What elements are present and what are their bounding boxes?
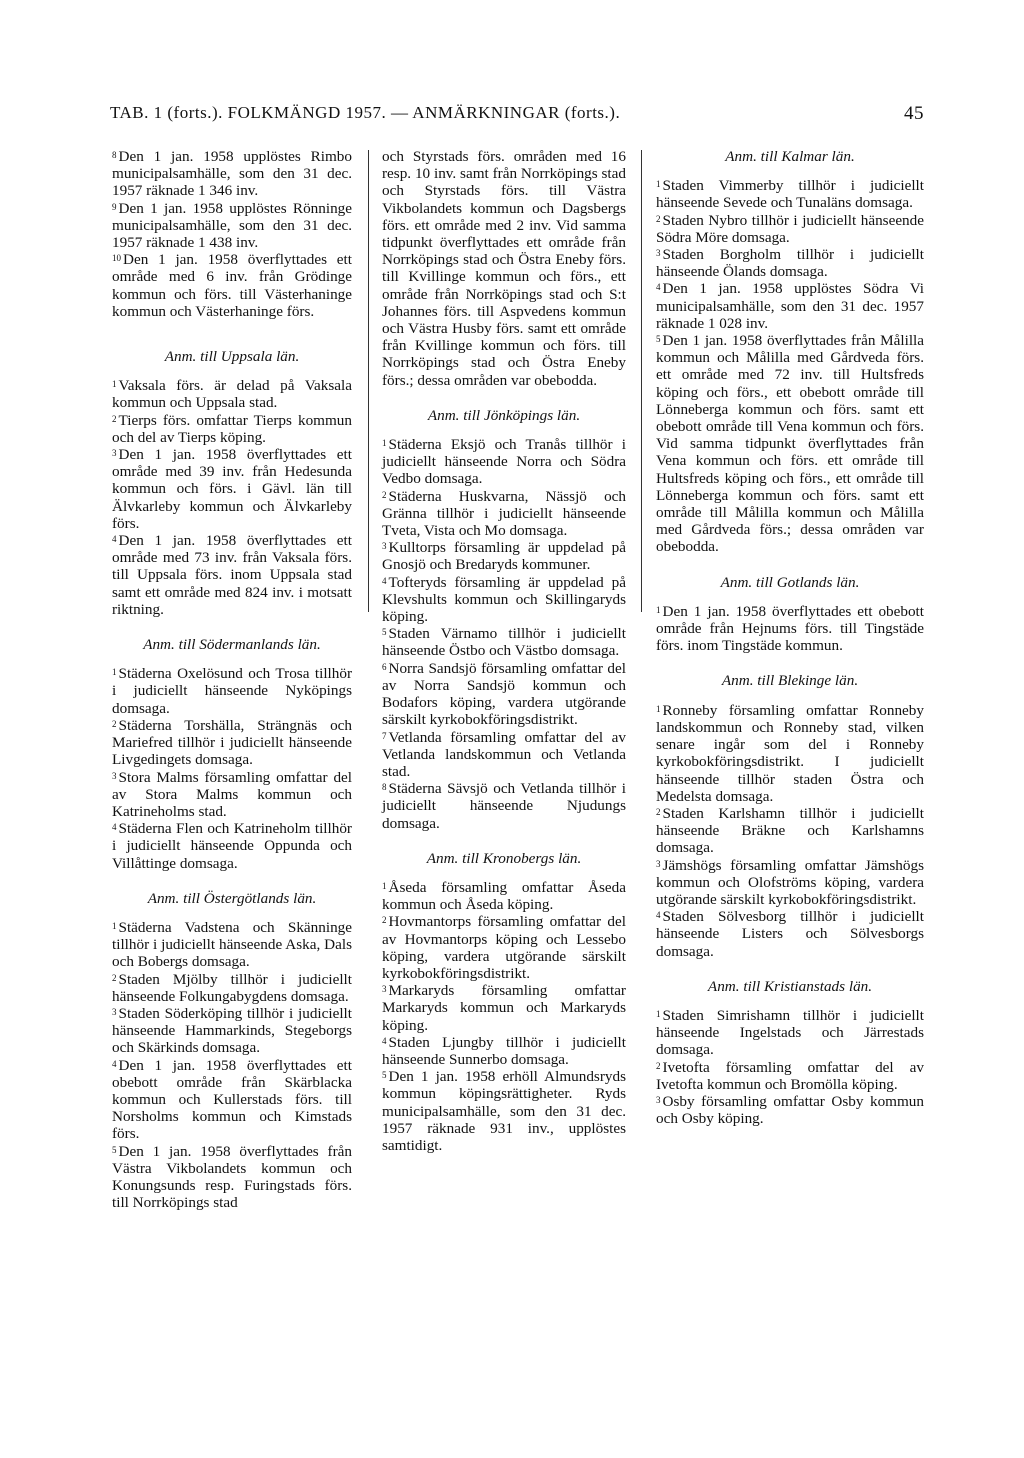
footnote-number: 4 [112,534,117,545]
section-heading-kristianstad: Anm. till Kristianstads län. [707,977,873,995]
footnote [382,660,626,729]
footnote-text: Den 1 jan. 1958 överflyttades ett område med 73 inv. från Vaksala förs. till Uppsala förs. inom Uppsala stad samt ett område med 824 inv. i motsatt riktning. [112,532,352,618]
footnote [382,625,626,659]
footnote-number: 3 [656,858,661,869]
note-group [656,603,924,655]
footnote-text: Markaryds församling omfattar Markaryds kommun och Markaryds köping. [382,982,626,1034]
footnote [112,1143,352,1212]
footnote-text: Den 1 jan. 1958 överflyttades från Målilla kommun och Målilla med Gårdveda förs. ett område med 72 inv. till Hultsfreds köping och förs., ett obebott område till Lönneberga kommun och förs. samt ett obebott område till Vena kommun och förs. Vid samma tidpunkt överflyttades från Vena kommun och förs. ett område till Hultsfreds köping och förs., ett område till Lönneberga kommun och förs. samt ett område till Målilla kommun och Målilla med Gårdveda förs.; dessa områden var obebodda. [656,332,924,556]
footnote-number: 3 [382,541,387,552]
footnote-number: 1 [656,604,661,615]
footnote [112,446,352,532]
footnote-text: Kulltorps församling är uppdelad på Gnosjö och Bredaryds kommuner. [382,539,626,574]
footnote-text: Hovmantorps församling omfattar del av Hovmantorps köping och Lessebo köping, vardera utgörande särskilt kyrkobokföringsdistrikt. [382,913,626,982]
footnote-number: 3 [382,984,387,995]
footnote [382,982,626,1034]
footnote-text: Den 1 jan. 1958 upplöstes Södra Vi municipalsamhälle, som den 31 dec. 1957 räknade 1 028 inv. [656,280,924,332]
footnote-text: Åseda församling omfattar Åseda kommun och Åseda köping. [382,878,626,914]
note-group [382,436,626,832]
footnote-text: Norra Sandsjö församling omfattar del av Norra Sandsjö kommun och Bodafors köping, vardera utgörande särskilt kyrkobokföringsdistrikt. [382,659,626,729]
footnote [382,879,626,913]
continuation-paragraph: och Styrstads förs. områden med 16 resp. 10 inv. samt från Norrköpings stad och Styrstads förs. till Västra Vikbolandets kommun och Dagsbergs förs. ett område med 2 inv. Vid samma tidpunkt överflyttades ett område från Norrköpings stad och Östra Eneby förs. till Kvillinge kommun och förs., ett område från Norrköpings stad och S:t Johannes förs. till Aspvedens kommun och Västra Husby förs. samt ett område från Kvillinge kommun och förs. till Norrköpings stad och Östra Eneby förs.; dessa områden var obebodda. [382,148,626,389]
footnote-number: 4 [656,282,661,293]
footnote [656,1093,924,1127]
footnote-number: 1 [656,1008,661,1019]
note-group [112,377,352,618]
footnote-number: 1 [382,438,387,449]
footnote [382,1068,626,1154]
section-heading-ostergotland: Anm. till Östergötlands län. [147,889,317,907]
footnote [656,857,924,909]
footnote-number: 5 [382,627,387,638]
footnote-number: 3 [112,770,117,781]
footnote [382,436,626,488]
footnote-number: 2 [656,213,661,224]
footnote-number: 3 [112,1006,117,1017]
footnote-number: 9 [112,201,117,212]
footnote [656,908,924,960]
footnote-number: 2 [656,1060,661,1071]
section-heading-sodermanland: Anm. till Södermanlands län. [143,636,321,654]
column-divider [368,150,369,612]
note-group [656,702,924,960]
section-heading-gotland: Anm. till Gotlands län. [720,573,860,591]
footnote [112,412,352,446]
footnote-text: Staden Borgholm tillhör i judiciellt hänseende Ölands domsaga. [656,246,924,281]
footnote-number: 1 [112,667,117,678]
footnote-number: 1 [656,179,661,190]
footnote-number: 4 [382,1035,387,1046]
footnote-text: Den 1 jan. 1958 överflyttades ett obebott område från Hejnums förs. till Tingstäde förs. inom Tingstäde kommun. [656,602,924,655]
footnote-text: Osby församling omfattar Osby kommun och Osby köping. [656,1092,924,1128]
footnote-text: Ivetofta församling omfattar del av Ivetofta kommun och Bromölla köping. [656,1058,924,1093]
footnote-number: 4 [112,1058,117,1069]
note-group [382,879,626,1154]
footnote-number: 7 [382,730,387,741]
footnote-number: 3 [112,448,117,459]
footnote [112,919,352,971]
footnote-number: 8 [382,782,387,793]
footnote [382,729,626,781]
footnote-text: Staden Simrishamn tillhör i judiciellt hänseende Ingelstads och Järrestads domsaga. [656,1006,924,1059]
footnote-text: Tierps förs. omfattar Tierps kommun och del av Tierps köping. [112,411,352,446]
footnote-text: Den 1 jan. 1958 överflyttades ett obebott område från Skärblacka kommun och Kullerstads förs. till Norsholms kommun och Kimstads förs. [112,1056,352,1143]
footnote [112,1005,352,1057]
footnote [112,665,352,717]
footnote [112,148,352,200]
footnote-text: Staden Mjölby tillhör i judiciellt hänseende Folkungabygdens domsaga. [112,970,352,1005]
footnote-text: Staden Sölvesborg tillhör i judiciellt hänseende Listers och Sölvesborgs domsaga. [656,908,924,960]
footnote-number: 1 [112,920,117,931]
column-divider [641,150,642,612]
footnote-text: Vetlanda församling omfattar del av Vetlanda landskommun och Vetlanda stad. [382,728,626,780]
note-group [112,665,352,871]
note-group [112,148,352,320]
footnote-number: 3 [656,248,661,259]
footnote-text: Den 1 jan. 1958 erhöll Almundsryds kommun köpingsrättigheter. Ryds municipalsamhälle, som den 31 dec. 1957 räknade 931 inv., upplöstes samtidigt. [382,1068,626,1154]
footnote-text: Ronneby församling omfattar Ronneby landskommun och Ronneby stad, vilken senare ingår som del i Ronneby kyrkobokföringsdistrikt. I judiciellt hänseende tillhör staden Östra och Medelsta domsaga. [656,701,924,805]
footnote-number: 2 [112,718,117,729]
footnote-text: Staden Värnamo tillhör i judiciellt hänseende Östbo och Västbo domsaga. [382,625,626,660]
footnote-text: Vaksala förs. är delad på Vaksala kommun och Uppsala stad. [112,377,352,412]
page-number: 45 [904,103,924,124]
footnote [656,702,924,805]
footnote-number: 10 [112,253,121,264]
footnote-number: 5 [656,334,661,345]
footnote [112,251,352,320]
footnote-text: Städerna Huskvarna, Nässjö och Gränna tillhör i judiciellt hänseende Tveta, Vista och Mo domsaga. [382,487,626,540]
footnote [112,971,352,1005]
footnote [656,332,924,556]
footnote-text: Staden Söderköping tillhör i judiciellt hänseende Hammarkinds, Stegeborgs och Skärkinds domsaga. [112,1004,352,1057]
footnote-text: Den 1 jan. 1958 upplöstes Rimbo municipalsamhälle, som den 31 dec. 1957 räknade 1 346 inv. [112,148,352,200]
section-heading-kalmar: Anm. till Kalmar län. [725,148,855,165]
footnote-number: 2 [382,489,387,500]
footnote-text: Den 1 jan. 1958 överflyttades ett område med 39 inv. från Hedesunda kommun och förs. i Gävl. län till Älvkarleby kommun och Älvkarleby förs. [112,446,352,532]
footnote-number: 6 [382,661,387,672]
footnote-number: 2 [382,915,387,926]
footnote-number: 1 [656,703,661,714]
footnote [656,212,924,246]
footnote [112,1057,352,1143]
note-group [112,919,352,1211]
footnote-number: 2 [656,806,661,817]
column-2 [382,148,626,1154]
footnote-text: Städerna Flen och Katrineholm tillhör i judiciellt hänseende Oppunda och Villåttinge domsaga. [112,820,352,872]
footnote-number: 1 [382,880,387,891]
section-heading-jonkoping: Anm. till Jönköpings län. [427,406,581,424]
footnote [656,1059,924,1093]
footnote [112,200,352,252]
footnote-text: Staden Karlshamn tillhör i judiciellt hänseende Bräkne och Karlshamns domsaga. [656,804,924,857]
footnote [656,805,924,857]
column-1 [112,148,352,1211]
footnote-number: 4 [656,910,661,921]
note-group [656,177,924,555]
footnote-text: Städerna Eksjö och Tranås tillhör i judiciellt hänseende Norra och Södra Vedbo domsaga. [382,436,626,488]
footnote-number: 1 [112,379,117,390]
footnote-text: Stora Malms församling omfattar del av Stora Malms kommun och Katrineholms stad. [112,768,352,820]
footnote-text: Den 1 jan. 1958 överflyttades ett område med 6 inv. från Grödinge kommun och förs. till Västerhaninge kommun och Västerhaninge förs. [112,251,352,320]
footnote-number: 3 [656,1094,661,1105]
section-heading-blekinge: Anm. till Blekinge län. [721,672,859,690]
footnote-number: 5 [112,1144,117,1155]
footnote-text: Städerna Vadstena och Skänninge tillhör i judiciellt hänseende Aska, Dals och Bobergs domsaga. [112,918,352,971]
footnote-number: 5 [382,1070,387,1081]
footnote-text: Staden Vimmerby tillhör i judiciellt hänseende Sevede och Tunaläns domsaga. [656,177,924,212]
section-heading-kronoberg: Anm. till Kronobergs län. [426,849,582,867]
footnote [656,1007,924,1059]
footnote-text: Staden Nybro tillhör i judiciellt hänseende Södra Möre domsaga. [656,211,924,246]
section-heading-uppsala: Anm. till Uppsala län. [164,348,300,366]
footnote-text: Den 1 jan. 1958 överflyttades från Västra Vikbolandets kommun och Konungsunds resp. Furingstads förs. till Norrköpings stad [112,1142,352,1212]
footnote [656,603,924,655]
footnote-text: Den 1 jan. 1958 upplöstes Rönninge municipalsamhälle, som den 31 dec. 1957 räknade 1 438 inv. [112,199,352,252]
footnote-text: Städerna Sävsjö och Vetlanda tillhör i judiciellt hänseende Njudungs domsaga. [382,780,626,832]
footnote-text: Tofteryds församling är uppdelad på Klevshults kommun och Skillingaryds köping. [382,573,626,626]
footnote-text: Städerna Oxelösund och Trosa tillhör i judiciellt hänseende Nyköpings domsaga. [112,665,352,717]
footnote [382,539,626,573]
footnote [382,1034,626,1068]
footnote [382,574,626,626]
footnote [382,780,626,832]
footnote [112,532,352,618]
footnote [656,177,924,211]
footnote [112,769,352,821]
footnote [112,377,352,411]
footnote-text: Jämshögs församling omfattar Jämshögs kommun och Olofströms köping, vardera utgörande särskilt kyrkobokföringsdistrikt. [656,856,924,908]
footnote [112,717,352,769]
footnote-number: 4 [382,575,387,586]
footnote-number: 2 [112,413,117,424]
footnote [656,280,924,332]
footnote [656,246,924,280]
note-group [656,1007,924,1127]
footnote-number: 2 [112,972,117,983]
footnote [382,913,626,982]
footnote [382,488,626,540]
running-title: TAB. 1 (forts.). FOLKMÄNGD 1957. — ANMÄRKNINGAR (forts.). [110,103,621,122]
footnote [112,820,352,872]
footnote-text: Staden Ljungby tillhör i judiciellt hänseende Sunnerbo domsaga. [382,1033,626,1068]
column-3 [656,148,924,1127]
footnote-text: Städerna Torshälla, Strängnäs och Mariefred tillhör i judiciellt hänseende Livgedingets domsaga. [112,716,352,769]
footnote-number: 4 [112,822,117,833]
footnote-number: 8 [112,150,117,160]
page-header [110,103,924,125]
